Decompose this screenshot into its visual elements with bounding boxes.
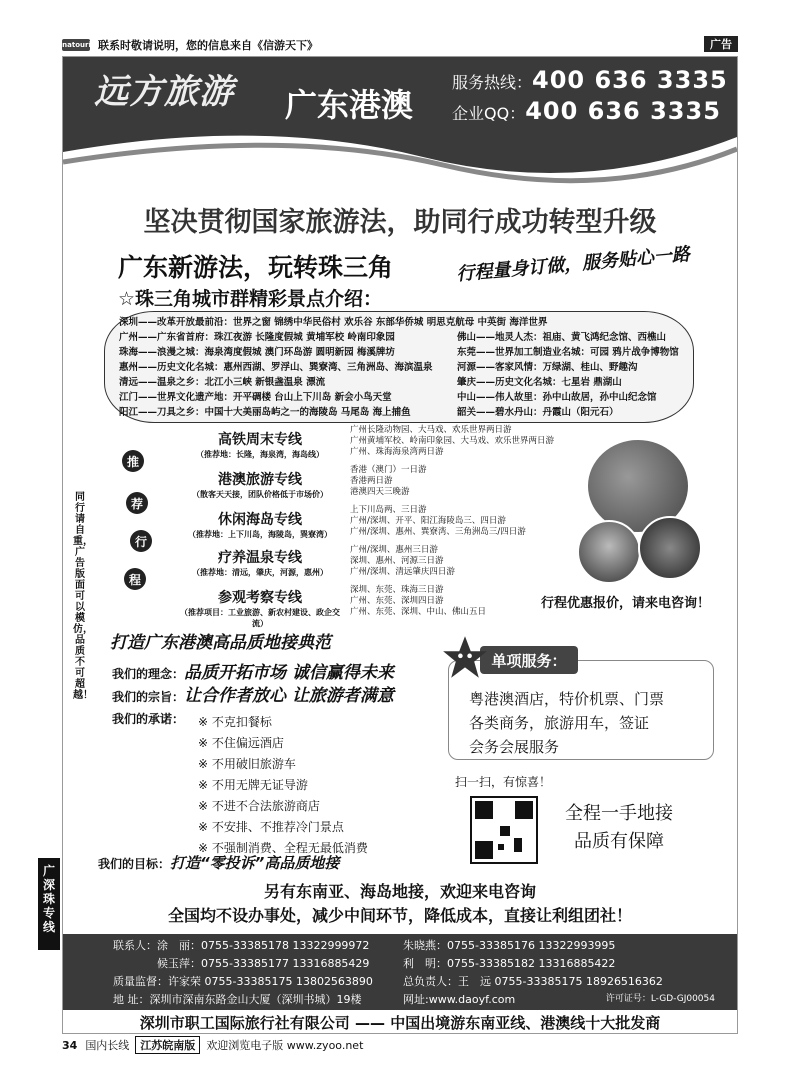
scenic-right-list — [457, 330, 679, 420]
route-title: 港澳旅游专线 — [218, 472, 302, 488]
bottom-line: 全国均不设办事处，减少中间环节，降低成本，直接让利组团社！ — [167, 906, 632, 925]
route-item — [180, 587, 340, 629]
list-item: ※ 不住偏远酒店 — [198, 736, 284, 750]
list-item: 会务会展服务 — [469, 738, 560, 756]
qq-label: 企业QQ： — [452, 104, 526, 123]
list-item: 广州、珠海海泉湾两日游 — [350, 447, 444, 457]
list-item: 香港（澳门）一日游 — [350, 465, 427, 475]
service-tag: 单项服务： — [480, 646, 578, 674]
publication-logo: Chinatourism — [49, 41, 103, 49]
route-item — [180, 429, 340, 460]
list-item: 深圳——改革开放最前沿：世界之窗 锦绣中华民俗村 欢乐谷 东部华侨城 明思克航母 中英街 海洋世界 — [119, 317, 548, 328]
list-item: 珠海——浪漫之城：海泉湾度假城 澳门环岛游 圆明新园 梅溪牌坊 — [119, 347, 395, 358]
promise-list — [198, 712, 368, 859]
contact-item: 总负责人：王 远 0755-33385175 18926516362 — [403, 975, 663, 988]
hotline-block — [452, 66, 728, 128]
promo-line: 全程一手地接 — [565, 803, 673, 824]
website-link[interactable]: 网址:www.daoyf.com — [403, 993, 516, 1006]
recommend-char: 推 — [122, 450, 144, 472]
route-details — [350, 545, 600, 578]
promo-text — [565, 800, 673, 856]
contact-panel — [63, 934, 737, 1010]
list-item: ※ 不进不合法旅游商店 — [198, 799, 320, 813]
route-item — [180, 547, 340, 578]
goal-line — [98, 852, 339, 873]
edition-label: 江苏皖南版 — [135, 1036, 200, 1054]
route-item — [180, 509, 340, 540]
brand-logo: 远方旅游 — [94, 72, 234, 112]
tenet-label: 我们的宗旨： — [112, 690, 185, 704]
list-item: 港澳四天三晚游 — [350, 487, 410, 497]
list-item: ※ 不安排、不推荐冷门景点 — [198, 820, 344, 834]
notice-text: 联系时敬请说明，您的信息来自《信游天下》 — [98, 39, 318, 52]
list-item: 广州/深圳、惠州三日游 — [350, 545, 438, 555]
subheadline: 广东新游法，玩转珠三角 — [118, 253, 394, 282]
side-note: 同行请自重，广告版面可以模仿，品质不可超越！ — [73, 492, 93, 701]
recommend-char: 行 — [130, 530, 152, 552]
philosophy-value: 品质开拓市场 诚信赢得未来 — [184, 663, 394, 683]
list-item: 广州、东莞、深圳、中山、佛山五日 — [350, 607, 487, 617]
bottom-headline — [62, 880, 738, 928]
route-title: 疗养温泉专线 — [218, 550, 302, 566]
list-item: 韶关——碧水丹山：丹霞山（阳元石） — [457, 407, 619, 418]
list-item: 阳江——刀具之乡：中国十大美丽岛屿之一的海陵岛 马尾岛 海上捕鱼 — [119, 407, 411, 418]
qq-number[interactable]: 400 636 3335 — [525, 97, 721, 125]
tower-photo — [577, 520, 641, 584]
list-item: 广州/深圳、清远肇庆四日游 — [350, 567, 455, 577]
list-item: ※ 不用破旧旅游车 — [198, 757, 296, 771]
hotline-label: 服务热线： — [452, 73, 533, 92]
list-item: 深圳、惠州、河源三日游 — [350, 556, 444, 566]
browse-text[interactable]: 欢迎浏览电子版 www.zyoo.net — [206, 1039, 364, 1052]
list-item: ※ 不强制消费、全程无最低消费 — [198, 841, 368, 855]
list-item: 广州长隆动物园、大马戏、欢乐世界两日游 — [350, 425, 512, 435]
contact-item: 候玉萍：0755-33385177 13316885429 — [113, 957, 370, 970]
company-name: 深圳市职工国际旅行社有限公司 —— 中国出境游东南亚线、港澳线十大批发商 — [139, 1014, 661, 1032]
scenic-box — [104, 311, 694, 423]
list-item: 香港两日游 — [350, 476, 393, 486]
contact-item: 地 址：深圳市深南东路金山大厦（深圳书城）19楼 — [113, 993, 362, 1006]
route-details — [350, 465, 600, 498]
promise-label: 我们的承诺： — [112, 712, 185, 726]
route-sub: （推荐地：长隆，海泉湾，海岛线） — [196, 450, 324, 459]
promo-line: 品质有保障 — [574, 831, 664, 852]
hotline-number[interactable]: 400 636 3335 — [532, 66, 728, 94]
main-headline: 坚决贯彻国家旅游法，助同行成功转型升级 — [143, 207, 657, 238]
list-item: ※ 不用无牌无证导游 — [198, 778, 308, 792]
list-item: ※ 不克扣餐标 — [198, 715, 272, 729]
scan-text: 扫一扫，有惊喜！ — [455, 775, 552, 789]
qr-code[interactable] — [470, 796, 538, 864]
route-title: 参观考察专线 — [218, 590, 302, 606]
recommend-char: 荐 — [126, 492, 148, 514]
contact-item: 联系人：涂 丽：0755-33385178 13322999972 — [113, 939, 370, 952]
list-item: 清远——温泉之乡：北江小三峡 新银盏温泉 漂流 — [119, 377, 326, 388]
contact-item: 质量监督：许家荣 0755-33385175 13802563890 — [113, 975, 373, 988]
contact-item: 朱晓燕：0755-33385176 13322993995 — [403, 939, 616, 952]
list-item: 广州、东莞、深圳四日游 — [350, 596, 444, 606]
list-item: 广州/深圳、惠州、巽寮湾、三角洲岛三/四日游 — [350, 527, 526, 537]
route-item — [180, 469, 340, 500]
page-number: 34 — [62, 1038, 78, 1052]
list-item: 广州/深圳、开平、阳江海陵岛三、四日游 — [350, 516, 506, 526]
service-slogan: 行程量身订做，服务贴心一路 — [455, 243, 691, 286]
section-label: 国内长线 — [85, 1039, 130, 1052]
route-details — [350, 425, 600, 458]
route-title: 休闲海岛专线 — [218, 512, 302, 528]
page-footer — [62, 1036, 738, 1054]
list-item: 中山——伟人故里：孙中山故居，孙中山纪念馆 — [457, 392, 657, 403]
smiley-star-icon — [442, 634, 488, 680]
route-sub: （推荐地：上下川岛，海陵岛，巽寮湾） — [188, 530, 332, 539]
list-item: 佛山——地灵人杰：祖庙、黄飞鸿纪念馆、西樵山 — [457, 332, 667, 343]
list-item: 江门——世界文化遗产地：开平碉楼 台山上下川岛 新会小鸟天堂 — [119, 392, 392, 403]
license-number: 许可证号：L-GD-GJ00054 — [605, 994, 715, 1004]
top-notice-bar — [49, 36, 738, 54]
ad-tag: 广告 — [704, 36, 738, 52]
list-item: 广州黄埔军校、岭南印象园、大马戏、欢乐世界两日游 — [350, 436, 555, 446]
route-details — [350, 505, 600, 538]
list-item: 河源——客家风情：万绿湖、桂山、野趣沟 — [457, 362, 638, 373]
bottom-line: 另有东南亚、海岛地接，欢迎来电咨询 — [263, 882, 536, 901]
region-title: 广东港澳 — [285, 86, 414, 124]
offer-text: 行程优惠报价，请来电咨询！ — [541, 596, 711, 611]
list-item: 深圳、东莞、珠海三日游 — [350, 585, 444, 595]
tenet-value: 让合作者放心 让旅游者满意 — [184, 686, 394, 706]
list-item: 粤港澳酒店，特价机票、门票 — [469, 690, 665, 708]
list-item: 广州——广东省首府：珠江夜游 长隆度假城 黄埔军校 岭南印象园 — [119, 332, 395, 343]
route-sub: （散客天天接，团队价格低于市场价） — [192, 490, 328, 499]
list-item: 惠州——历史文化名城：惠州西湖、罗浮山、巽寮湾、三角洲岛、海滨温泉 — [119, 362, 433, 373]
recommend-char: 程 — [124, 568, 146, 590]
quality-slogan: 打造广东港澳高品质地接典范 — [110, 633, 331, 653]
list-item: 各类商务，旅游用车，签证 — [469, 714, 650, 732]
list-item: 肇庆——历史文化名城：七星岩 鼎湖山 — [457, 377, 622, 388]
philosophy-label: 我们的理念： — [112, 667, 185, 681]
route-title: 高铁周末专线 — [218, 432, 302, 448]
side-tab: 广深珠专线 — [38, 858, 60, 950]
route-sub: （推荐项目：工业旅游、新农村建设、政企交流） — [180, 608, 340, 628]
list-item: 上下川岛两、三日游 — [350, 505, 427, 515]
gate-photo — [638, 516, 702, 580]
route-sub: （推荐地：清远，肇庆，河源，惠州） — [192, 568, 328, 577]
list-item: 东莞——世界加工制造业名城：可园 鸦片战争博物馆 — [457, 347, 679, 358]
contact-item: 利 明：0755-33385182 13316885422 — [403, 957, 616, 970]
goal-label: 我们的目标： — [98, 857, 171, 871]
goal-value: 打造“零投诉”高品质地接 — [170, 854, 340, 872]
scenic-intro-title: ☆珠三角城市群精彩景点介绍： — [118, 288, 383, 310]
